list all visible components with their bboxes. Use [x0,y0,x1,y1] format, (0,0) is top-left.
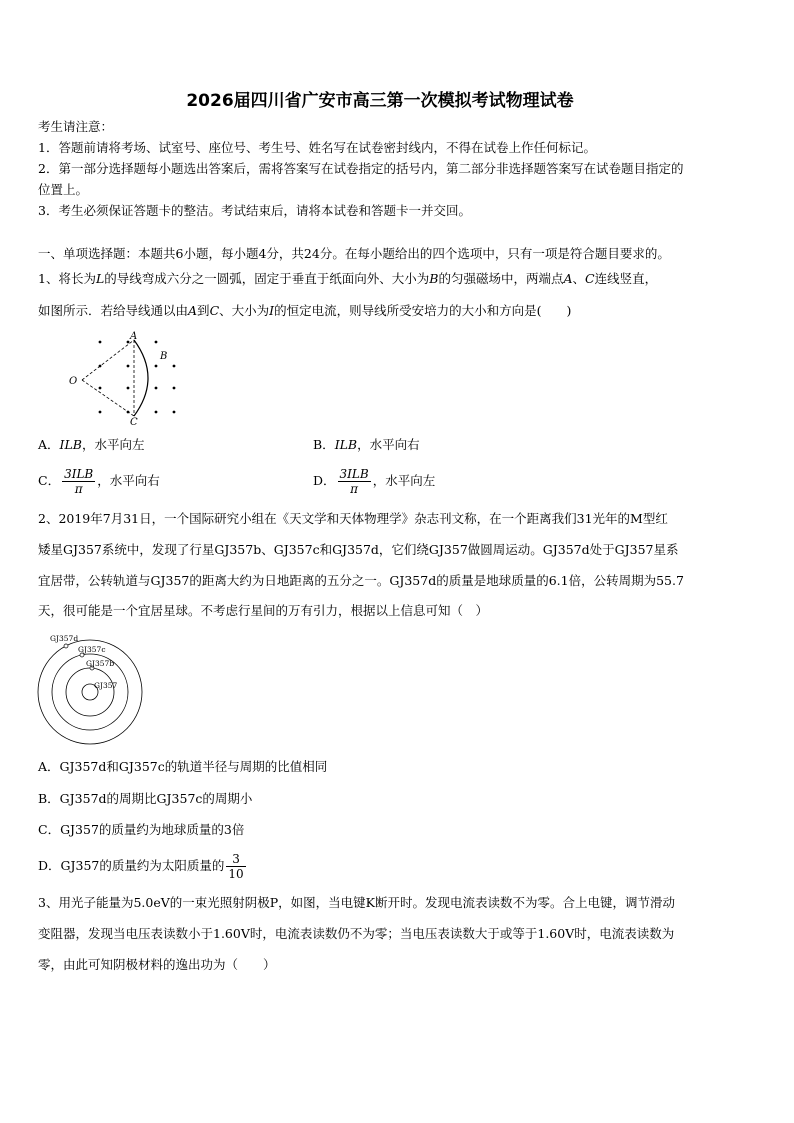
option-text: D．GJ357的质量约为太阳质量的 [38,858,225,873]
q1-text: 连线竖直， [594,271,658,286]
q1-text: 的导线弯成六分之一圆弧，固定于垂直于纸面向外、大小为 [104,271,430,286]
option-direction: ，水平向右 [357,437,420,452]
q1-text: 1、将长为 [38,271,96,286]
fraction [62,467,95,496]
planet-d [64,644,68,648]
fraction-denominator: π [350,482,359,496]
option-direction: ，水平向左 [372,473,436,488]
fraction-numerator: 3 [226,852,245,867]
q1-var-C: C [209,303,220,318]
notice-item-2-cont: 位置上。 [38,182,89,197]
label-gj357b: GJ357b [86,659,115,668]
option-direction: ，水平向右 [97,473,160,488]
q1-var-A: A [563,271,573,286]
q2-orbit-figure [36,632,156,754]
option-direction: ，水平向左 [81,437,145,452]
q1-option-a [38,436,144,454]
q2-option-c: C．GJ357的质量约为地球质量的3倍 [38,822,245,837]
q2-option-a: A．GJ357d和GJ357c的轨道半径与周期的比值相同 [38,759,328,774]
label-O: O [69,376,78,387]
q2-line-1: 2、2019年7月31日，一个国际研究小组在《天文学和天体物理学》杂志刊文称，在一个距离我们31光年的M型红 [38,511,668,526]
fraction-denominator: π [74,482,83,496]
page-title: 2026届四川省广安市高三第一次模拟考试物理试卷 [186,91,574,111]
q1-var-B: B [429,271,439,286]
section-heading: 一、单项选择题：本题共6小题，每小题4分，共24分。在每小题给出的四个选项中，只有一项是符合题目要求的。 [38,246,670,261]
option-label: D． [313,473,336,488]
q1-text: 、大小为 [219,303,270,318]
notice-item-1: 1．答题前请将考场、试室号、座位号、考生号、姓名写在试卷密封线内，不得在试卷上作任何标记。 [38,140,596,155]
fraction [338,467,371,496]
wire-arc [134,340,148,416]
q1-var-I: I [269,303,275,318]
orbit-b [66,668,114,716]
q3-line-1: 3、用光子能量为5.0eV的一束光照射阴极P，如图，当电键K断开时。发现电流表读数不为零。合上电键，调节滑动 [38,895,676,910]
notice-item-2: 2．第一部分选择题每小题选出答案后，需将答案写在试卷指定的括号内，第二部分非选择题答案写在试卷题目指定的 [38,161,684,176]
notice-item-3: 3．考生必须保证答题卡的整洁。考试结束后，请将本试卷和答题卡一并交回。 [38,203,471,218]
option-label: A． [38,437,60,452]
q1-line-1 [38,270,657,288]
fraction-denominator: 10 [228,867,244,881]
q1-text: 如图所示．若给导线通以由 [38,303,189,318]
orbit-d [38,640,142,744]
q1-line-2 [38,302,571,320]
q1-option-c [38,462,160,500]
label-B: B [160,351,168,362]
q1-var-A: A [188,303,198,318]
q1-magnetic-field-figure [60,328,190,428]
option-label: B． [313,437,335,452]
label-C: C [130,417,138,428]
q1-var-C: C [585,271,595,286]
q1-option-b [313,436,420,454]
label-gj357d: GJ357d [50,634,79,643]
option-value: ILB [334,437,358,452]
q2-option-d [38,846,248,886]
q2-line-2: 矮星GJ357系统中，发现了行星GJ357b、GJ357c和GJ357d，它们绕GJ357做圆周运动。GJ357d处于GJ357星系 [38,542,679,557]
q1-text: 的恒定电流，则导线所受安培力的大小和方向是( ) [274,303,572,318]
q3-line-2: 变阻器，发现当电压表读数小于1.60V时，电流表读数仍不为零；当电压表读数大于或等于1.60V时，电流表读数为 [38,926,675,941]
fraction-numerator: 3ILB [64,467,94,481]
q1-sep: 、 [572,271,586,286]
q2-line-4: 天，很可能是一个宜居星球。不考虑行星间的万有引力，根据以上信息可知（ ） [38,603,489,618]
fraction [226,852,245,881]
q2-option-b: B．GJ357d的周期比GJ357c的周期小 [38,791,253,806]
q3-line-3: 零，由此可知阴极材料的逸出功为（ ） [38,957,276,972]
q1-option-d [313,462,435,500]
q1-text: 到 [197,303,210,318]
label-gj357: GJ357 [94,681,118,690]
q2-line-3: 宜居带，公转轨道与GJ357的距离大约为日地距离的五分之一。GJ357d的质量是地球质量的6.1倍，公转周期为55.7 [38,573,684,588]
fraction-numerator: 3ILB [339,467,369,481]
notice-heading: 考生请注意： [38,119,114,134]
option-value: ILB [59,437,82,452]
q1-text: 的匀强磁场中，两端点 [438,271,564,286]
label-A: A [130,331,138,342]
q1-var-L: L [95,271,105,286]
option-label: C． [38,473,61,488]
label-gj357c: GJ357c [78,645,106,654]
